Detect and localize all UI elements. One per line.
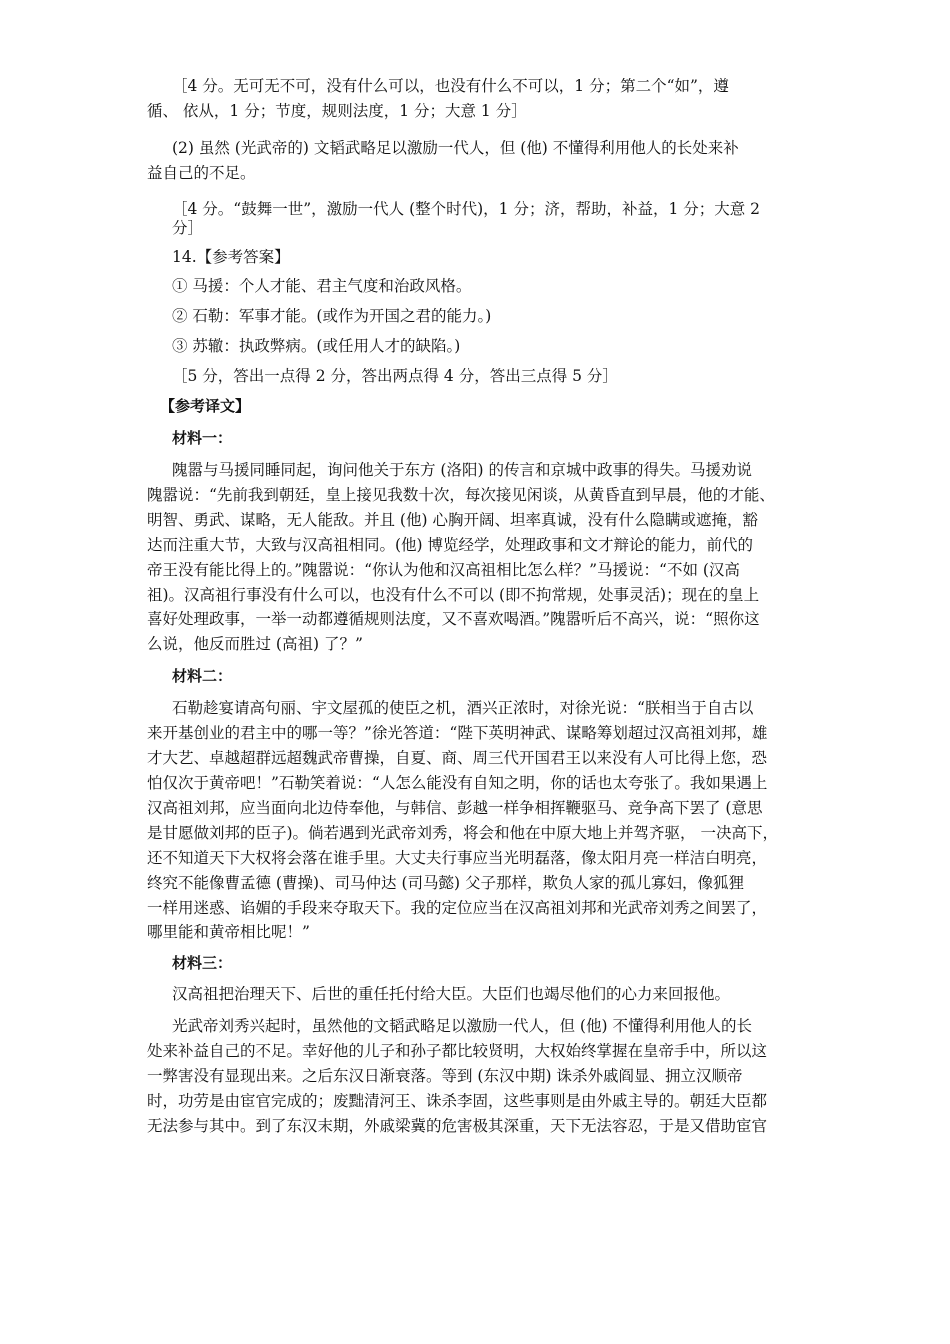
text-line: 光武帝刘秀兴起时，虽然他的文韬武略足以激励一代人，但 (他) 不懂得利用他人的长 bbox=[172, 1017, 752, 1035]
text-line: 循、 依从，1 分；节度，规则法度，1 分；大意 1 分］ bbox=[147, 102, 527, 120]
answer-item: ① 马援：个人才能、君主气度和治政风格。 bbox=[172, 277, 472, 295]
text-line: 来开基创业的君主中的哪一等？”徐光答道：“陛下英明神武、谋略筹划超过汉高祖刘邦，雄 bbox=[147, 724, 768, 742]
text-line: 喜好处理政事，一举一动都遵循规则法度，又不喜欢喝酒。”隗嚣听后不高兴，说：“照你这 bbox=[147, 610, 760, 628]
text-line: 怕仅次于黄帝吧！”石勒笑着说：“人怎么能没有自知之明，你的话也太夸张了。我如果遇上 bbox=[147, 774, 768, 792]
text-line: 祖)。汉高祖行事没有什么可以，也没有什么不可以 (即不拘常规，处事灵活)；现在的皇上 bbox=[147, 586, 760, 604]
answer-heading: 14.【参考答案】 bbox=[172, 248, 290, 266]
text-line: 帝王没有能比得上的。”隗嚣说：“你认为他和汉高祖相比怎么样？”马援说：“不如 (汉高 bbox=[147, 561, 740, 579]
text-line: 隗嚣与马援同睡同起，询问他关于东方 (洛阳) 的传言和京城中政事的得失。马援劝说 bbox=[172, 461, 752, 479]
text-line: 一样用迷惑、谄媚的手段来夺取天下。我的定位应当在汉高祖刘邦和光武帝刘秀之间罢了， bbox=[147, 899, 768, 917]
answer-item: ② 石勒：军事才能。(或作为开国之君的能力。) bbox=[172, 307, 492, 325]
text-line: ［4 分。无可无不可，没有什么可以，也没有什么不可以，1 分；第二个“如”，遵 bbox=[172, 77, 729, 95]
text-line: 分］ bbox=[172, 219, 204, 237]
text-line: 处来补益自己的不足。幸好他的儿子和孙子都比较贤明，大权始终掌握在皇帝手中，所以这 bbox=[147, 1042, 768, 1060]
text-line: 一弊害没有显现出来。之后东汉日渐衰落。等到 (东汉中期) 诛杀外戚阎显、拥立汉顺帝 bbox=[147, 1067, 743, 1085]
text-line: 么说，他反而胜过 (高祖) 了？” bbox=[147, 635, 363, 653]
answer-item: ③ 苏辙：执政弊病。(或任用人才的缺陷。) bbox=[172, 337, 461, 355]
material-heading: 材料三： bbox=[172, 954, 233, 972]
text-line: 达而注重大节，大致与汉高祖相同。(他) 博览经学，处理政事和文才辩论的能力，前代的 bbox=[147, 536, 754, 554]
material-heading: 材料一： bbox=[172, 429, 233, 447]
text-line: 才大艺、卓越超群远超魏武帝曹操，自夏、商、周三代开国君王以来没有人可比得上您，恐 bbox=[147, 749, 768, 767]
text-line: 还不知道天下大权将会落在谁手里。大丈夫行事应当光明磊落，像太阳月亮一样洁白明亮， bbox=[147, 849, 768, 867]
material-heading: 材料二： bbox=[172, 667, 233, 685]
text-line: 时，功劳是由宦官完成的；废黜清河王、诛杀李固，这些事则是由外戚主导的。朝廷大臣都 bbox=[147, 1092, 768, 1110]
translation-heading: 【参考译文】 bbox=[160, 397, 251, 415]
text-line: 明智、勇武、谋略，无人能敌。并且 (他) 心胸开阔、坦率真诚，没有什么隐瞒或遮掩，豁 bbox=[147, 511, 758, 529]
text-line: 汉高祖刘邦，应当面向北边侍奉他，与韩信、彭越一样争相挥鞭驱马、竞争高下罢了 (意思 bbox=[147, 799, 763, 817]
text-line: 无法参与其中。到了东汉末期，外戚梁冀的危害极其深重，天下无法容忍，于是又借助宦官 bbox=[147, 1117, 768, 1135]
text-line: 石勒趁宴请高句丽、宇文屋孤的使臣之机，酒兴正浓时，对徐光说：“朕相当于自古以 bbox=[172, 699, 754, 717]
text-line: 隗嚣说：“先前我到朝廷，皇上接见我数十次，每次接见闲谈，从黄昏直到早晨，他的才能、 bbox=[147, 486, 775, 504]
text-line: 益自己的不足。 bbox=[147, 164, 256, 182]
text-line: 哪里能和黄帝相比呢！” bbox=[147, 923, 310, 941]
text-line: 是甘愿做刘邦的臣子)。倘若遇到光武帝刘秀，将会和他在中原大地上并驾齐驱， 一决高下， bbox=[147, 824, 778, 842]
scoring-note: ［5 分，答出一点得 2 分，答出两点得 4 分，答出三点得 5 分］ bbox=[172, 367, 618, 385]
text-line: 终究不能像曹孟德 (曹操)、司马仲达 (司马懿) 父子那样，欺负人家的孤儿寡妇，像狐狸 bbox=[147, 874, 744, 892]
text-line: 汉高祖把治理天下、后世的重任托付给大臣。大臣们也竭尽他们的心力来回报他。 bbox=[172, 985, 731, 1003]
text-line: ［4 分。“鼓舞一世”，激励一代人 (整个时代)，1 分；济，帮助，补益，1 分；大意 2 bbox=[172, 200, 761, 218]
text-line: (2) 虽然 (光武帝的) 文韬武略足以激励一代人，但 (他) 不懂得利用他人的长处来补 bbox=[172, 139, 739, 157]
